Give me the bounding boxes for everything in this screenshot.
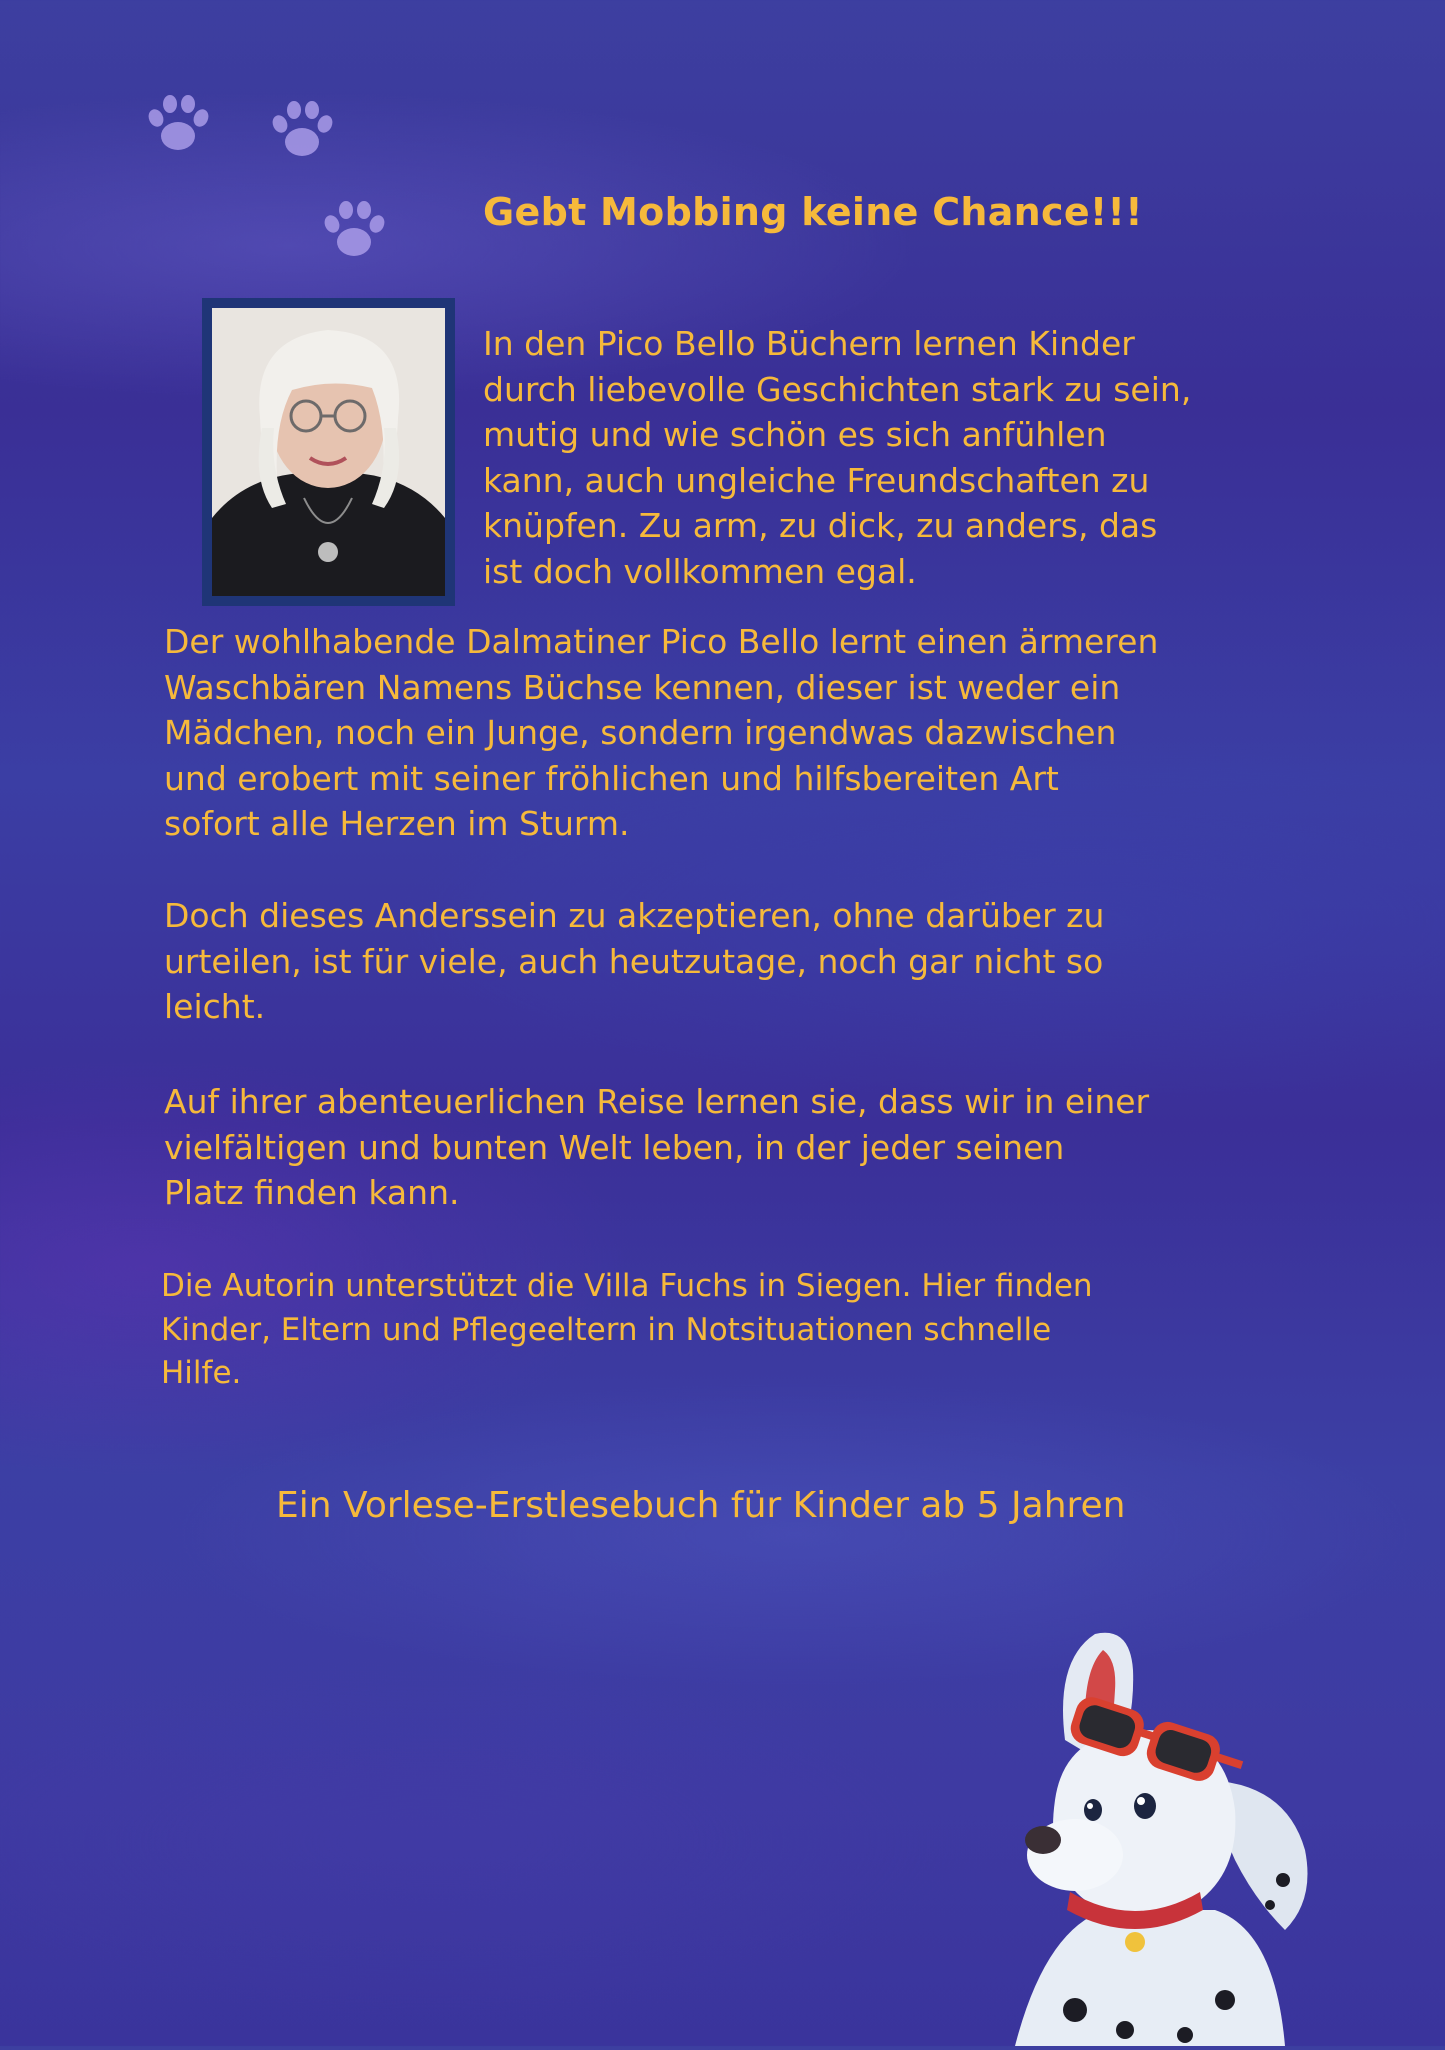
paragraph-line: leicht. <box>164 987 266 1026</box>
page-title: Gebt Mobbing keine Chance!!! <box>483 190 1143 234</box>
paragraph-line: Auf ihrer abenteuerlichen Reise lernen sie, dass wir in einer <box>164 1082 1150 1121</box>
paragraph-line: sofort alle Herzen im Sturm. <box>164 804 630 843</box>
author-photo <box>202 298 455 606</box>
intro-line: knüpfen. Zu arm, zu dick, zu anders, das <box>483 506 1158 545</box>
intro-line: ist doch vollkommen egal. <box>483 551 917 591</box>
paragraph-story <box>164 619 1158 847</box>
paragraph-line: Platz finden kann. <box>164 1173 460 1212</box>
tagline: Ein Vorlese-Erstlesebuch für Kinder ab 5 Jahren <box>276 1485 1126 1526</box>
intro-line: durch liebevolle Geschichten stark zu sein, <box>483 369 1192 409</box>
paragraph-line: urteilen, ist für viele, auch heutzutage, noch gar nicht so <box>164 941 1104 981</box>
intro-text <box>483 321 1191 594</box>
paragraph-line: Hilfe. <box>161 1355 242 1391</box>
paw-print-icon <box>262 90 342 170</box>
paragraph-journey <box>164 1079 1149 1216</box>
paragraph-line: Waschbären Namens Büchse kennen, dieser ist weder ein <box>164 667 1121 707</box>
paragraph-acceptance <box>164 893 1104 1030</box>
paragraph-line: Mädchen, noch ein Junge, sondern irgendwas dazwischen <box>164 713 1117 752</box>
intro-line: kann, auch ungleiche Freundschaften zu <box>483 460 1150 500</box>
paragraph-line: Kinder, Eltern und Pflegeeltern in Notsituationen schnelle <box>161 1311 1052 1348</box>
paragraph-line: und erobert mit seiner fröhlichen und hilfsbereiten Art <box>164 758 1059 798</box>
paragraph-line: Die Autorin unterstützt die Villa Fuchs in Siegen. Hier finden <box>161 1268 1093 1304</box>
paragraph-support <box>161 1265 1093 1396</box>
dalmatian-illustration <box>985 1630 1325 2046</box>
paragraph-line: Der wohlhabende Dalmatiner Pico Bello lernt einen ärmeren <box>164 622 1159 661</box>
author-portrait-image <box>212 308 445 596</box>
paragraph-line: vielfältigen und bunten Welt leben, in der jeder seinen <box>164 1127 1065 1167</box>
paw-print-icon <box>138 84 218 164</box>
intro-line: mutig und wie schön es sich anfühlen <box>483 415 1107 454</box>
paragraph-line: Doch dieses Anderssein zu akzeptieren, ohne darüber zu <box>164 896 1105 935</box>
intro-line: In den Pico Bello Büchern lernen Kinder <box>483 324 1135 363</box>
paw-print-icon <box>314 190 394 270</box>
